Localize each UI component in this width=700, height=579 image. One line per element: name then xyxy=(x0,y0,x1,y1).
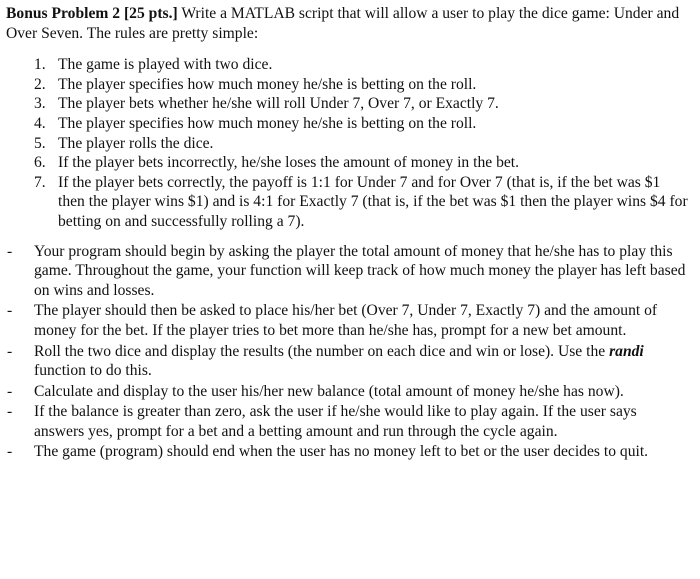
rule-text: If the player bets correctly, the payoff is 1:1 for Under 7 and for Over 7 (that is, if the bet was $1 then the player wins $1) and is 4:1 for Exactly 7 (that is, if the bet was $1 then the player wins $4 for betting on and successfully rolling a 7). xyxy=(58,173,688,230)
rule-text: The game is played with two dice. xyxy=(58,56,273,74)
requirement-text: Calculate and display to the user his/her new balance (total amount of money he/she has now). xyxy=(34,382,624,400)
requirement-text: The game (program) should end when the user has no money left to bet or the user decides to quit. xyxy=(34,443,649,461)
requirements-list xyxy=(6,242,690,463)
rule-item xyxy=(6,75,690,95)
rule-number: 2. xyxy=(34,75,46,93)
bullet-dash: - xyxy=(7,242,13,260)
rule-number: 7. xyxy=(34,173,46,191)
bullet-dash: - xyxy=(7,382,13,400)
problem-intro-text: Write a MATLAB script that will allow a user to play the dice game: Under and Over Seven. The rules are pretty simple: xyxy=(6,5,680,42)
requirement-text: The player should then be asked to place his/her bet (Over 7, Under 7, Exactly 7) and the amount of money for the bet. If the player tries to bet more than he/she has, prompt for a new bet amount. xyxy=(34,302,658,339)
rule-item xyxy=(6,114,690,134)
randi-function-name: randi xyxy=(609,342,644,360)
rule-text: The player specifies how much money he/she is betting on the roll. xyxy=(58,75,477,93)
requirement-text: If the balance is greater than zero, ask the user if he/she would like to play again. If the user says answers yes, prompt for a bet and a betting amount and run through the cycle again. xyxy=(34,403,637,440)
bullet-dash: - xyxy=(7,302,13,320)
problem-intro xyxy=(6,4,690,43)
requirement-item xyxy=(6,301,690,340)
rule-number: 1. xyxy=(34,56,46,74)
bullet-dash: - xyxy=(7,403,13,421)
requirement-item xyxy=(6,342,690,381)
bullet-dash: - xyxy=(7,342,13,360)
problem-heading: Bonus Problem 2 [25 pts.] xyxy=(6,5,178,22)
rule-number: 4. xyxy=(34,114,46,132)
rule-text: The player bets whether he/she will roll Under 7, Over 7, or Exactly 7. xyxy=(58,95,499,113)
rule-item xyxy=(6,173,690,232)
requirement-text-end: function to do this. xyxy=(34,362,152,380)
requirement-item xyxy=(6,242,690,301)
rule-item xyxy=(6,55,690,75)
rule-item xyxy=(6,153,690,173)
requirement-text: Your program should begin by asking the player the total amount of money that he/she has to play this game. Throughout the game, your function will keep track of how much money the player has left based on wins and losses. xyxy=(34,242,686,299)
rule-text: The player rolls the dice. xyxy=(58,134,214,152)
requirement-text-start: Roll the two dice and display the results (the number on each dice and win or lose). Use the xyxy=(34,342,610,360)
rule-text: The player specifies how much money he/she is betting on the roll. xyxy=(58,114,477,132)
requirement-item xyxy=(6,382,690,402)
rule-number: 5. xyxy=(34,134,46,152)
rule-number: 6. xyxy=(34,154,46,172)
rule-text: If the player bets incorrectly, he/she loses the amount of money in the bet. xyxy=(58,154,520,172)
rule-item xyxy=(6,134,690,154)
bullet-dash: - xyxy=(7,443,13,461)
requirement-item xyxy=(6,402,690,441)
requirement-item xyxy=(6,442,690,462)
rule-number: 3. xyxy=(34,95,46,113)
rules-list xyxy=(6,55,690,231)
rule-item xyxy=(6,94,690,114)
